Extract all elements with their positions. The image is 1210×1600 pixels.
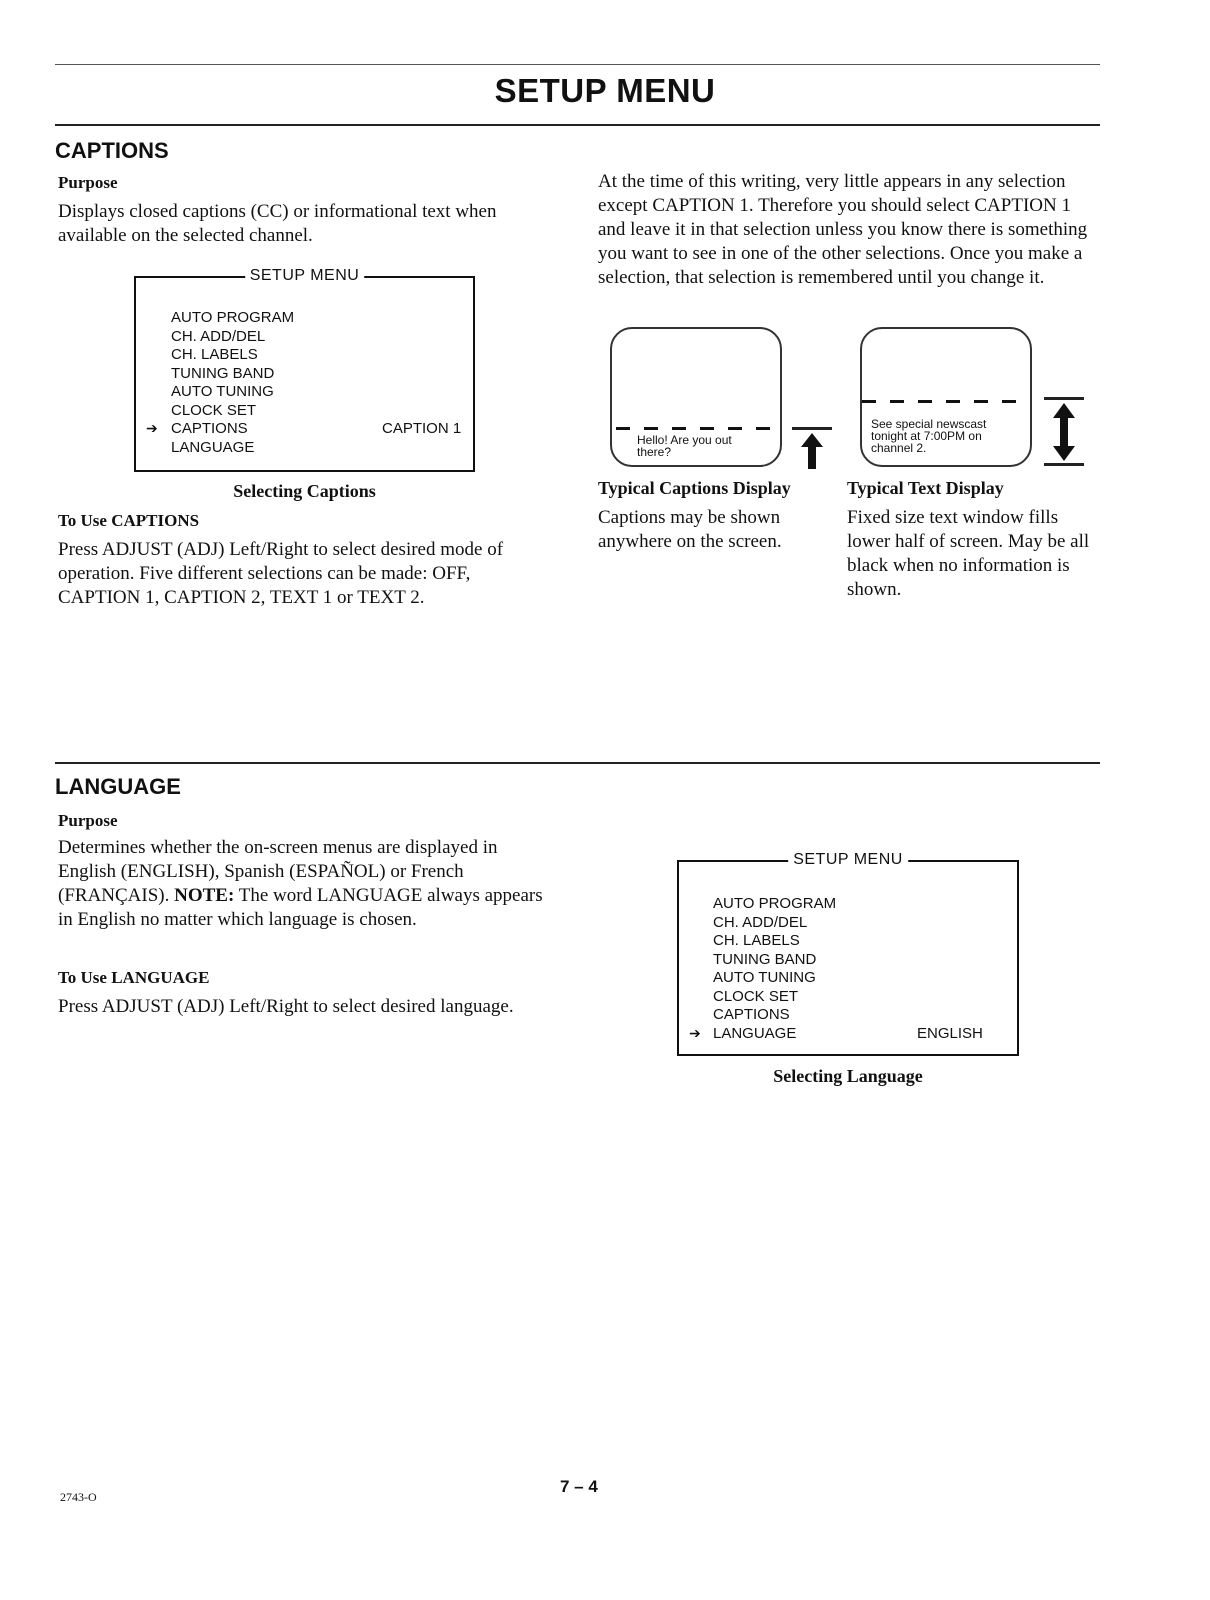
menu-item-language: LANGUAGE — [171, 438, 255, 456]
menu-item-ch-labels: CH. LABELS — [171, 346, 258, 363]
menu-item-auto-tuning: AUTO TUNING — [171, 383, 274, 400]
language-to-use-text: Press ADJUST (ADJ) Left/Right to select desired language. — [58, 996, 514, 1017]
note-text: The word LANGUAGE always appears in English no matter which language is chosen. — [58, 885, 543, 930]
typical-captions-description: Captions may be shown anywhere on the screen. — [598, 507, 782, 552]
typical-text-description: Fixed size text window fills lower half of screen. May be all black when no information is shown. — [847, 507, 1090, 600]
language-heading: LANGUAGE — [55, 774, 181, 799]
menu-item-auto-program: AUTO PROGRAM — [171, 309, 295, 326]
captions-selected-value: CAPTION 1 — [382, 420, 462, 437]
menu-item-captions: CAPTIONS — [171, 420, 248, 437]
captions-to-use-label: To Use CAPTIONS — [58, 511, 200, 530]
typical-captions-label: Typical Captions Display — [598, 478, 791, 498]
menu-item-auto-program: AUTO PROGRAM — [713, 895, 837, 912]
language-selected-value: ENGLISH — [917, 1025, 983, 1042]
menu-title: SETUP MENU — [788, 851, 908, 869]
captions-purpose-text: Displays closed captions (CC) or informational text when available on the selected channel. — [58, 201, 497, 246]
text-arrow-bottom-bar — [1044, 463, 1084, 466]
captions-to-use-text: Press ADJUST (ADJ) Left/Right to select desired mode of operation. Five different selections can be made: OFF, CAPTION 1, CAPTION 2, TEXT 1 or TEXT 2. — [58, 539, 504, 608]
menu-items — [713, 895, 836, 1043]
up-arrow-icon — [801, 433, 823, 469]
top-rule — [55, 64, 1100, 65]
language-purpose-paragraph — [58, 836, 543, 932]
footer-code: 2743-O — [60, 1490, 97, 1504]
captions-setup-menu — [134, 267, 475, 472]
menu-item-auto-tuning: AUTO TUNING — [713, 969, 816, 986]
captions-figure-caption: Selecting Captions — [233, 481, 376, 501]
selection-arrow-icon: ➔ — [146, 420, 158, 436]
captions-right-text: At the time of this writing, very little appears in any selection except CAPTION 1. Therefore you should select CAPTION 1 and leave it in that selection unless you know there is something you want to see in one of the other selections. Once you make a selection, that selection is remembered until you change it. — [598, 171, 1088, 288]
caption-dash-line — [616, 427, 784, 430]
page-title: SETUP MENU — [494, 72, 716, 109]
language-figure-caption: Selecting Language — [773, 1066, 923, 1086]
title-underline — [55, 124, 1100, 126]
menu-items — [171, 309, 294, 457]
language-setup-menu — [677, 851, 1019, 1056]
language-to-use-label: To Use LANGUAGE — [58, 968, 210, 987]
text-arrow-top-bar — [1044, 397, 1084, 400]
menu-item-ch-labels: CH. LABELS — [713, 932, 800, 949]
up-down-arrow-icon — [1053, 403, 1075, 461]
section-divider — [55, 762, 1100, 764]
menu-item-captions: CAPTIONS — [713, 1006, 790, 1023]
menu-item-tuning-band: TUNING BAND — [171, 364, 275, 382]
captions-purpose-label: Purpose — [58, 173, 118, 192]
menu-item-tuning-band: TUNING BAND — [713, 950, 817, 968]
language-purpose-label: Purpose — [58, 811, 118, 830]
menu-item-ch-add-del: CH. ADD/DEL — [171, 327, 266, 345]
menu-item-language: LANGUAGE — [713, 1024, 797, 1042]
typical-text-label: Typical Text Display — [847, 478, 1004, 498]
page-number: 7 – 4 — [560, 1477, 598, 1496]
captions-arrow-bar — [792, 427, 832, 430]
text-screen-text: See special newscast tonight at 7:00PM on channel 2. — [871, 417, 987, 455]
menu-item-clock-set: CLOCK SET — [713, 987, 799, 1005]
menu-item-clock-set: CLOCK SET — [171, 401, 257, 419]
language-purpose-text: Determines whether the on-screen menus are displayed in English (ENGLISH), Spanish (ESPAÑOL) or French (FRANÇAIS). — [58, 837, 498, 906]
menu-title: SETUP MENU — [245, 267, 365, 285]
captions-heading: CAPTIONS — [55, 138, 169, 163]
selection-arrow-icon: ➔ — [689, 1025, 701, 1041]
menu-item-ch-add-del: CH. ADD/DEL — [713, 913, 808, 931]
captions-screen-text: Hello! Are you out there? — [637, 433, 732, 459]
note-label: NOTE: — [174, 885, 235, 906]
text-dash-line — [862, 400, 1030, 403]
